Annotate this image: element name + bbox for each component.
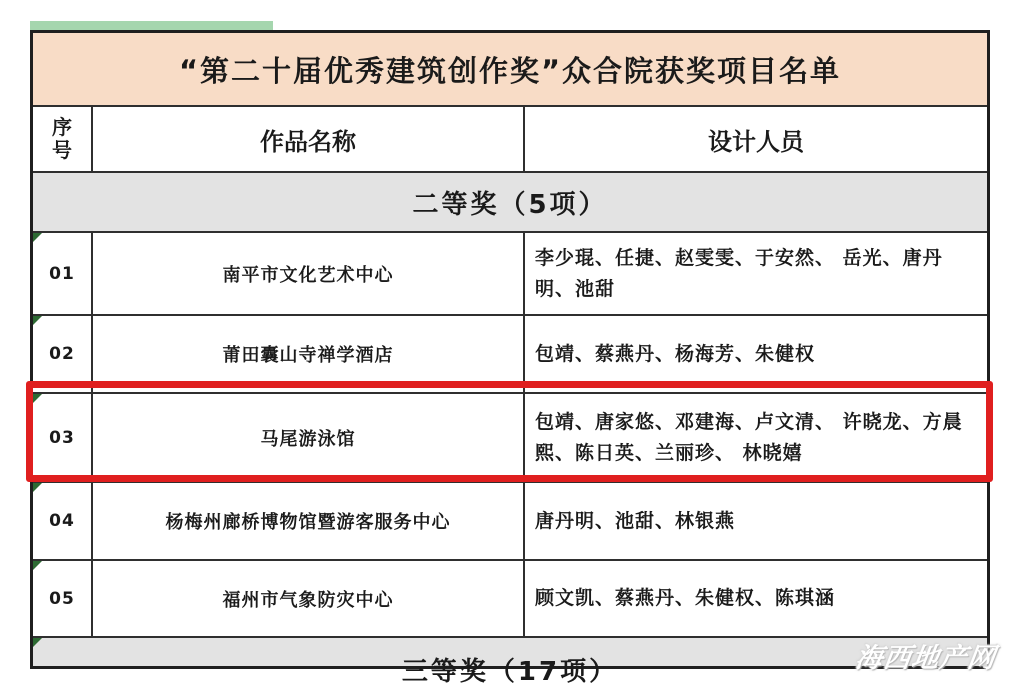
row-number xyxy=(33,394,91,481)
corner-triangle-icon xyxy=(33,561,42,570)
table-row xyxy=(33,231,987,314)
corner-triangle-icon xyxy=(33,483,42,492)
work-name: 杨梅州廊桥博物馆暨游客服务中心 xyxy=(91,483,523,559)
row-number-text: 01 xyxy=(49,263,75,284)
row-number xyxy=(33,483,91,559)
designers: 李少琨、任捷、赵雯雯、于安然、 岳光、唐丹明、池甜 xyxy=(523,233,987,314)
designers: 顾文凯、蔡燕丹、朱健权、陈琪涵 xyxy=(523,561,987,636)
row-number-text: 04 xyxy=(49,511,75,531)
header-index xyxy=(33,107,91,171)
row-number xyxy=(33,233,91,314)
table-row xyxy=(33,559,987,636)
watermark: 海西地产网 xyxy=(853,643,998,674)
header-designers: 设计人员 xyxy=(523,107,987,171)
designers: 包靖、蔡燕丹、杨海芳、朱健权 xyxy=(523,316,987,392)
header-index-line2: 号 xyxy=(52,138,72,162)
header-work-name: 作品名称 xyxy=(91,107,523,171)
table-header-row xyxy=(33,105,987,171)
work-name: 福州市气象防灾中心 xyxy=(91,561,523,636)
table-row-highlighted xyxy=(33,392,987,481)
designers: 包靖、唐家悠、邓建海、卢文清、 许晓龙、方晨熙、陈日英、兰丽珍、 林晓嬉 xyxy=(523,394,987,481)
work-name: 莆田囊山寺禅学酒店 xyxy=(91,316,523,392)
work-name: 马尾游泳馆 xyxy=(91,394,523,481)
corner-triangle-icon xyxy=(33,233,42,242)
table-row xyxy=(33,314,987,392)
corner-triangle-icon xyxy=(33,316,42,325)
section-third-prize-clipped xyxy=(33,636,987,687)
section-third-prize-label: 三等奖（17项） xyxy=(401,657,619,687)
table-title: “第二十届优秀建筑创作奖”众合院获奖项目名单 xyxy=(33,33,987,105)
row-number-text: 03 xyxy=(49,427,75,448)
corner-triangle-icon xyxy=(33,638,42,647)
row-number-text: 02 xyxy=(49,344,75,364)
row-number-text: 05 xyxy=(49,588,75,609)
designers: 唐丹明、池甜、林银燕 xyxy=(523,483,987,559)
table-row xyxy=(33,481,987,559)
header-index-line1: 序 xyxy=(52,115,72,139)
row-number xyxy=(33,561,91,636)
row-number xyxy=(33,316,91,392)
award-table xyxy=(30,30,990,687)
section-second-prize: 二等奖（5项） xyxy=(33,171,987,231)
work-name: 南平市文化艺术中心 xyxy=(91,233,523,314)
corner-triangle-icon xyxy=(33,394,42,403)
